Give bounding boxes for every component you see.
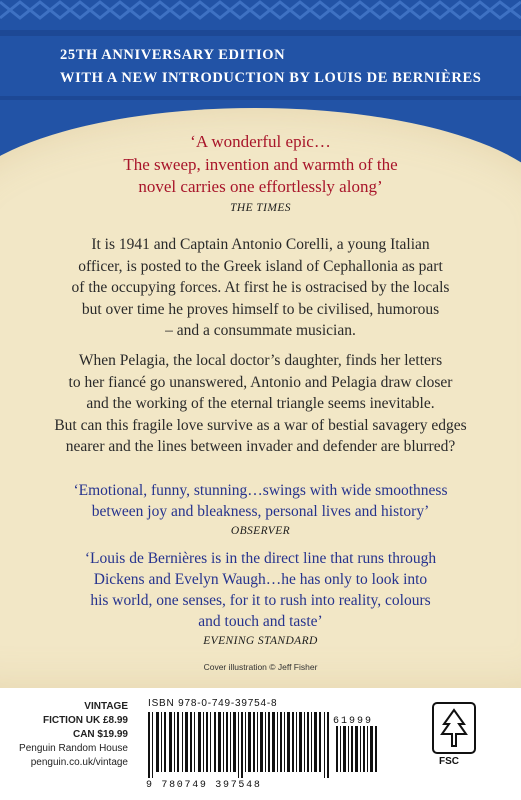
blurb-paragraph-1	[0, 234, 521, 342]
price-code: 61999	[333, 716, 374, 727]
price-can: CAN $19.99	[72, 729, 128, 740]
blurb-line: It is 1941 and Captain Antonio Corelli, a young Italian	[91, 236, 430, 253]
blurb-line: – and a consummate musician.	[165, 322, 356, 339]
publisher-url: penguin.co.uk/vintage	[30, 757, 128, 768]
edition-heading	[60, 44, 500, 90]
quote-line: novel carries one effortlessly along’	[138, 177, 383, 196]
blurb-line: and the working of the eternal triangle seems inevitable.	[86, 395, 435, 412]
quote-line: between joy and bleakness, personal lives and history’	[91, 503, 430, 520]
quote-observer	[0, 480, 521, 537]
imprint-info	[19, 700, 128, 770]
quote-line: The sweep, invention and warmth of the	[123, 154, 398, 174]
quote-source: THE TIMES	[230, 201, 291, 214]
publisher-name: VINTAGE	[84, 701, 128, 712]
blurb-line: officer, is posted to the Greek island of Cephallonia as part	[78, 257, 443, 275]
blurb-line: but over time he proves himself to be civilised, humorous	[81, 300, 440, 318]
quote-times	[0, 131, 521, 214]
edition-line-1: 25TH ANNIVERSARY EDITION	[60, 47, 286, 63]
quote-line: Dickens and Evelyn Waugh…he has only to look into	[93, 571, 428, 588]
blurb-line: nearer and the lines between invader and defender are blurred?	[65, 438, 456, 455]
isbn-label: ISBN 978-0-749-39754-8	[148, 698, 278, 709]
quote-line: ‘Louis de Bernières is in the direct line that runs through	[84, 550, 437, 567]
imprint-strip	[0, 688, 521, 800]
blurb-line: But can this fragile love survive as a war of bestial savagery edges	[54, 416, 467, 434]
quote-line: and touch and taste’	[198, 613, 323, 630]
quote-source: EVENING STANDARD	[203, 635, 318, 647]
publisher-house: Penguin Random House	[19, 743, 128, 754]
edition-line-2: WITH A NEW INTRODUCTION BY LOUIS DE BERNIÈRES	[60, 70, 482, 86]
fsc-label: FSC	[439, 756, 459, 767]
blurb-line: of the occupying forces. At first he is ostracised by the locals	[71, 279, 450, 296]
quote-line: ‘Emotional, funny, stunning…swings with wide smoothness	[73, 482, 448, 499]
quote-source: OBSERVER	[230, 525, 291, 537]
blurb-paragraph-2	[0, 350, 521, 458]
blurb-line: to her fiancé go unanswered, Antonio and Pelagia draw closer	[68, 373, 453, 391]
barcode-digits: 9 780749 397548	[146, 780, 262, 791]
fsc-tree-logo-icon	[432, 702, 476, 754]
quote-evening-standard	[0, 548, 521, 647]
illustration-credit: Cover illustration © Jeff Fisher	[203, 662, 318, 672]
quote-line: ‘A wonderful epic…	[190, 132, 331, 151]
quote-line: his world, one senses, for it to rush into reality, colours	[90, 592, 431, 609]
blurb-line: When Pelagia, the local doctor’s daughter, finds her letters	[78, 352, 443, 369]
category-price-uk: FICTION UK £8.99	[42, 715, 128, 726]
